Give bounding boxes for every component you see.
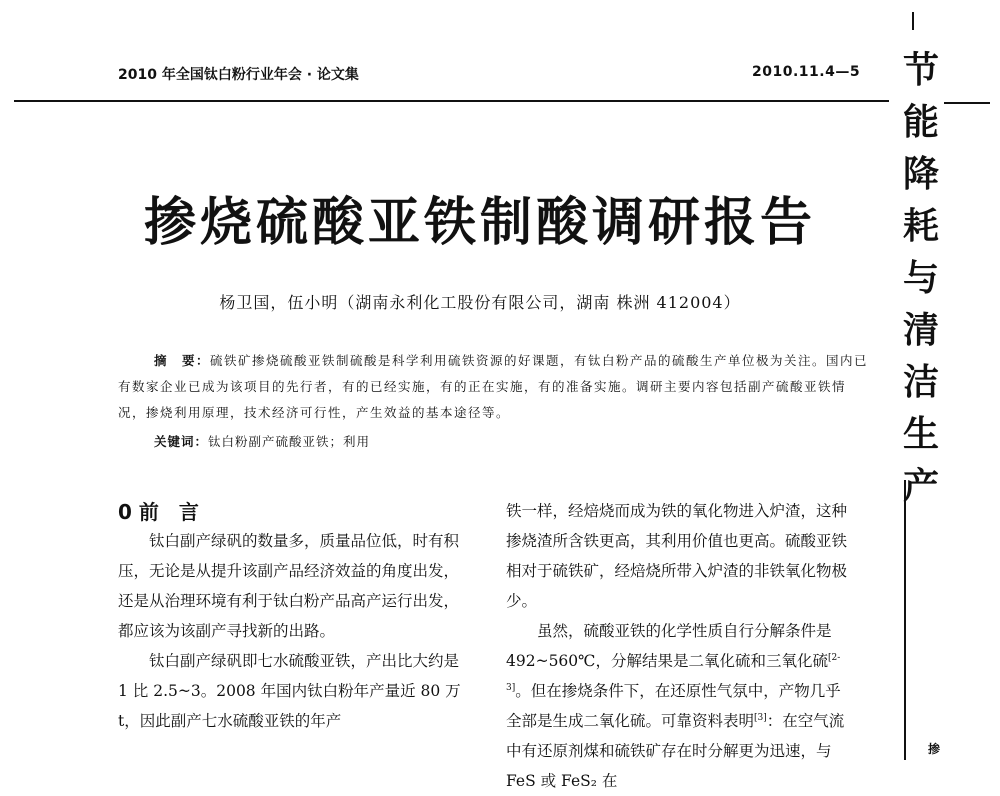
abstract-text: 硫铁矿掺烧硫酸亚铁制硫酸是科学利用硫铁资源的好课题，有钛白粉产品的硫酸生产单位极为关注。国内已有数家企业已成为该项目的先行者，有的已经实施，有的正在实施，有的准备实施。调研主要内容包括副产硫酸亚铁情况，掺烧利用原理，技术经济可行性，产生效益的基本途径等。 [118,353,869,420]
keywords-text: 钛白粉副产硫酸亚铁；利用 [208,434,371,449]
abstract-label: 摘 要： [154,353,211,368]
paragraph [506,616,856,796]
section-heading: 0 前 言 [118,500,199,524]
citation: [2-3] [506,652,841,693]
body-column-left [118,526,464,736]
citation: [3] [754,712,767,723]
side-char: 产 [902,465,939,507]
running-header-left: 2010 年全国钛白粉行业年会 · 论文集 [118,67,359,83]
side-char: 清 [902,309,939,351]
side-rule [944,102,990,104]
side-char: 洁 [902,361,939,403]
side-char: 降 [902,153,939,195]
keywords [154,432,370,450]
paragraph-text: 虽然，硫酸亚铁的化学性质自行分解条件是 492~560℃，分解结果是二氧化硫和三氧化硫 [506,622,832,670]
header-rule [14,100,889,102]
side-vertical-line [904,480,906,760]
side-tick [912,12,914,30]
paragraph-text: ：在空气流中有还原剂煤和硫铁矿存在时分解更为迅速，与 FeS 或 FeS₂ 在 [506,712,845,790]
paper-title: 掺烧硫酸亚铁制酸调研报告 [143,193,816,253]
authors-affiliation: 杨卫国，伍小明（湖南永利化工股份有限公司，湖南 株洲 412004） [219,293,741,312]
side-char: 能 [902,101,939,143]
running-header-date: 2010.11.4—5 [752,64,861,80]
side-char: 耗 [902,205,939,247]
keywords-label: 关键词： [154,434,209,449]
paragraph: 钛白副产绿矾即七水硫酸亚铁，产出比大约是 1 比 2.5~3。2008 年国内钛白粉年产量近 80 万t，因此副产七水硫酸亚铁的年产 [118,652,461,730]
paragraph: 铁一样，经焙烧而成为铁的氧化物进入炉渣，这种掺烧渣所含铁更高，其利用价值也更高。硫酸亚铁相对于硫铁矿，经焙烧所带入炉渣的非铁氧化物极少。 [506,502,848,610]
paragraph-text: 。但在掺烧条件下，在还原性气氛中，产物几乎全部是生成二氧化硫。可靠资料表明 [506,682,841,730]
side-char: 节 [902,49,939,91]
side-char: 生 [902,413,939,455]
side-bottom-char: 掺 [928,742,941,756]
paragraph: 钛白副产绿矾的数量多，质量品位低，时有积压，无论是从提升该副产品经济效益的角度出发，还是从治理环境有利于钛白粉产品高产运行出发，都应该为该副产寻找新的出路。 [118,532,460,640]
body-column-right [506,496,856,796]
abstract [118,348,870,426]
side-char: 与 [902,257,939,299]
side-column-title [894,44,948,512]
